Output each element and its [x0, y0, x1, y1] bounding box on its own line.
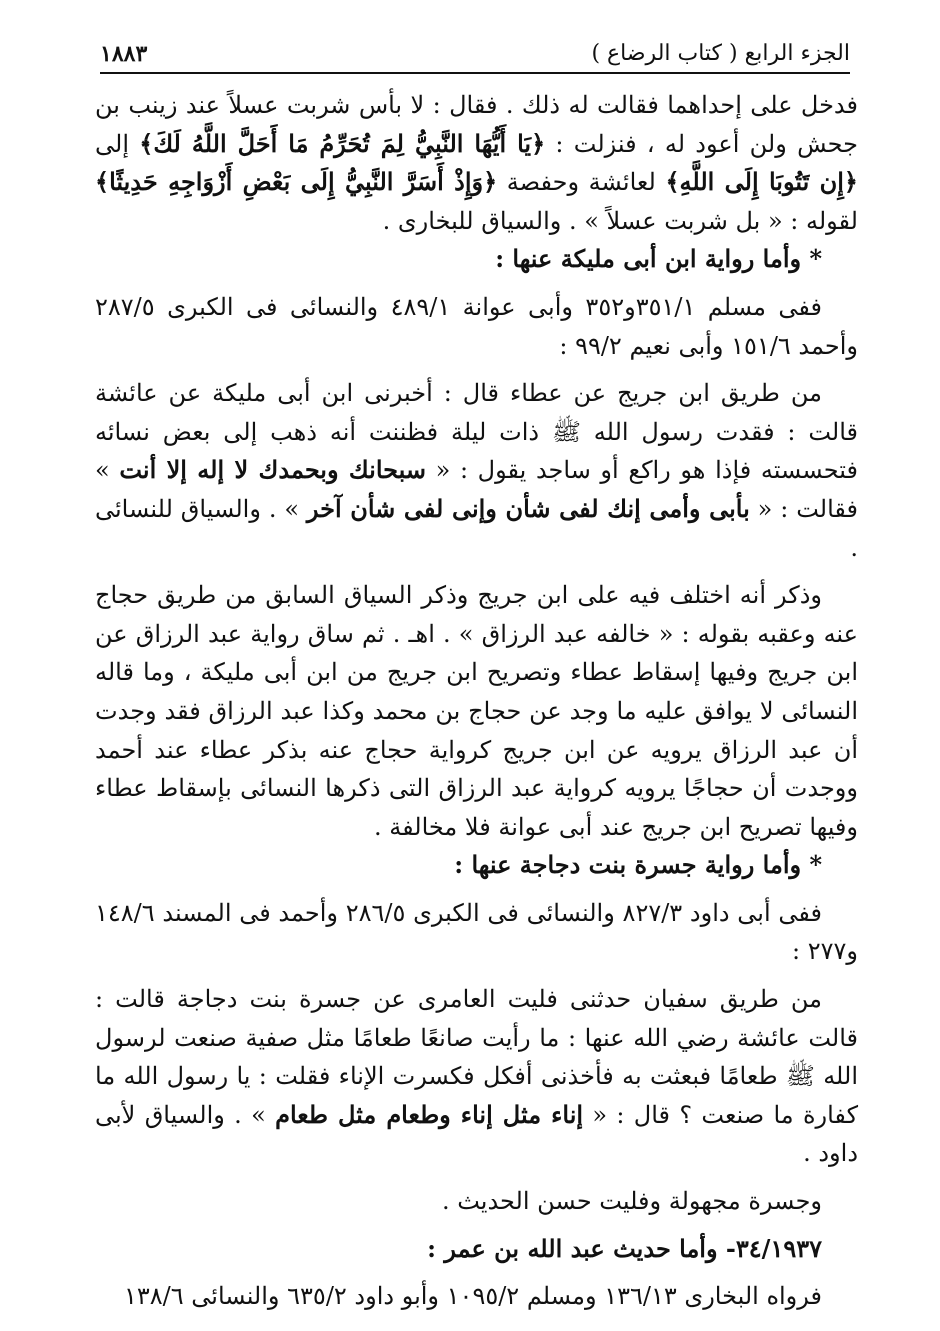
- sources-paragraph: ففى أبى داود ٨٢٧/٣ والنسائى فى الكبرى ٢٨٦/٥ وأحمد فى المسند ١٤٨/٦ و٢٧٧ :: [95, 898, 858, 966]
- text-run: » . والسياق للنسائى .: [95, 494, 858, 562]
- text-run: » . والسياق لأبى داود .: [95, 1100, 858, 1168]
- text-run: » فقالت : «: [95, 456, 859, 523]
- text-run: لقوله : « بل شربت عسلاً » . والسياق للبخارى .: [382, 206, 858, 235]
- hadith-quote: سبحانك وبحمدك لا إله إلا أنت: [119, 455, 426, 485]
- section-heading: * وأما رواية جسرة بنت دجاجة عنها :: [454, 850, 822, 880]
- sources-paragraph: ففى مسلم ٣٥١/١و٣٥٢ وأبى عوانة ٤٨٩/١ والنسائى فى الكبرى ٢٨٧/٥ وأحمد ١٥١/٦ وأبى نعيم ٩٩/٢ :: [95, 292, 858, 360]
- page-body: [95, 86, 858, 1316]
- text-run: من طريق ابن جريج عن عطاء قال : أخبرنى ابن أبى مليكة عن عائشة قالت : فقدت رسول الله ﷺ ذات ليلة فظننت أنه ذهب إلى بعض نسائه فتحسسته فإذا هو راكع أو ساجد يقول : «: [95, 379, 859, 485]
- commentary-paragraph: وذكر أنه اختلف فيه على ابن جريج وذكر السياق السابق من طريق حجاج عنه وعقبه بقوله : « خالفه عبد الرزاق » . اهـ . ثم ساق رواية عبد الرزاق عن ابن جريج وفيها إسقاط عطاء وتصريح ابن جريج من ابن أبى مليكة ، وما قاله النسائى لا يوافق عليه ما وجد عن حجاج بن محمد وكذا عبد الرزاق فقد وجدت أن عبد الرزاق يرويه عن ابن جريج كرواية حجاج عنه بذكر عطاء عند أحمد ووجدت أن حجاجًا يرويه كرواية عبد الرزاق التى ذكرها النسائى بإسقاط عطاء وفيها تصريح ابن جريج عند أبى عوانة فلا مخالفة .: [95, 581, 859, 841]
- quran-verse: ﴿إِن تَتُوبَا إِلَى اللَّهِ﴾: [665, 167, 858, 197]
- running-title: الجزء الرابع ( كتاب الرضاع ): [591, 41, 850, 66]
- page-header: [100, 30, 850, 74]
- section-heading: ٣٤/١٩٣٧- وأما حديث عبد الله بن عمر :: [427, 1233, 822, 1263]
- grading-note: وجسرة مجهولة وفليت حسن الحديث .: [441, 1187, 822, 1216]
- hadith-quote: بأبى وأمى إنك لفى شأن وإنى لفى شأن آخر: [306, 493, 750, 523]
- quran-verse: ﴿يَا أَيُّهَا النَّبِيُّ لِمَ تُحَرِّمُ مَا أَحَلَّ اللَّهُ لَكَ﴾: [139, 128, 546, 158]
- hadith-paragraph: [95, 980, 858, 1173]
- section-heading: * وأما رواية ابن أبى مليكة عنها :: [495, 244, 822, 274]
- quran-verse: ﴿وَإِذْ أَسَرَّ النَّبِيُّ إِلَى بَعْضِ أَزْوَاجِهِ حَدِيثًا﴾: [95, 167, 498, 197]
- page-number: ١٨٨٣: [100, 41, 148, 67]
- text-run: لعائشة وحفصة: [497, 168, 666, 197]
- paragraph-continued: [95, 86, 858, 240]
- text-run: فدخل على إحداهما فقالت له ذلك . فقال : لا بأس شربت عسلاً عند زينب بن جحش ولن أعود له ، فنزلت :: [95, 91, 858, 158]
- text-run: من طريق سفيان حدثنى فليت العامرى عن جسرة بنت دجاجة قالت : قالت عائشة رضي الله عنها : ما رأيت صانعًا طعامًا مثل صفية صنعت لرسول الله ﷺ طعامًا فبعثت به فأخذنى أفكل فكسرت الإناء فقلت : يا رسول الله ما كفارة ما صنعت ؟ قال : «: [95, 985, 858, 1129]
- hadith-quote: إناء مثل إناء وطعام مثل طعام: [275, 1099, 584, 1129]
- sources-paragraph: فرواه البخارى ١٣٦/١٣ ومسلم ١٠٩٥/٢ وأبو داود ٦٣٥/٢ والنسائى ١٣٨/٦: [124, 1282, 822, 1311]
- hadith-paragraph: [95, 374, 858, 567]
- text-run: إلى: [95, 129, 140, 158]
